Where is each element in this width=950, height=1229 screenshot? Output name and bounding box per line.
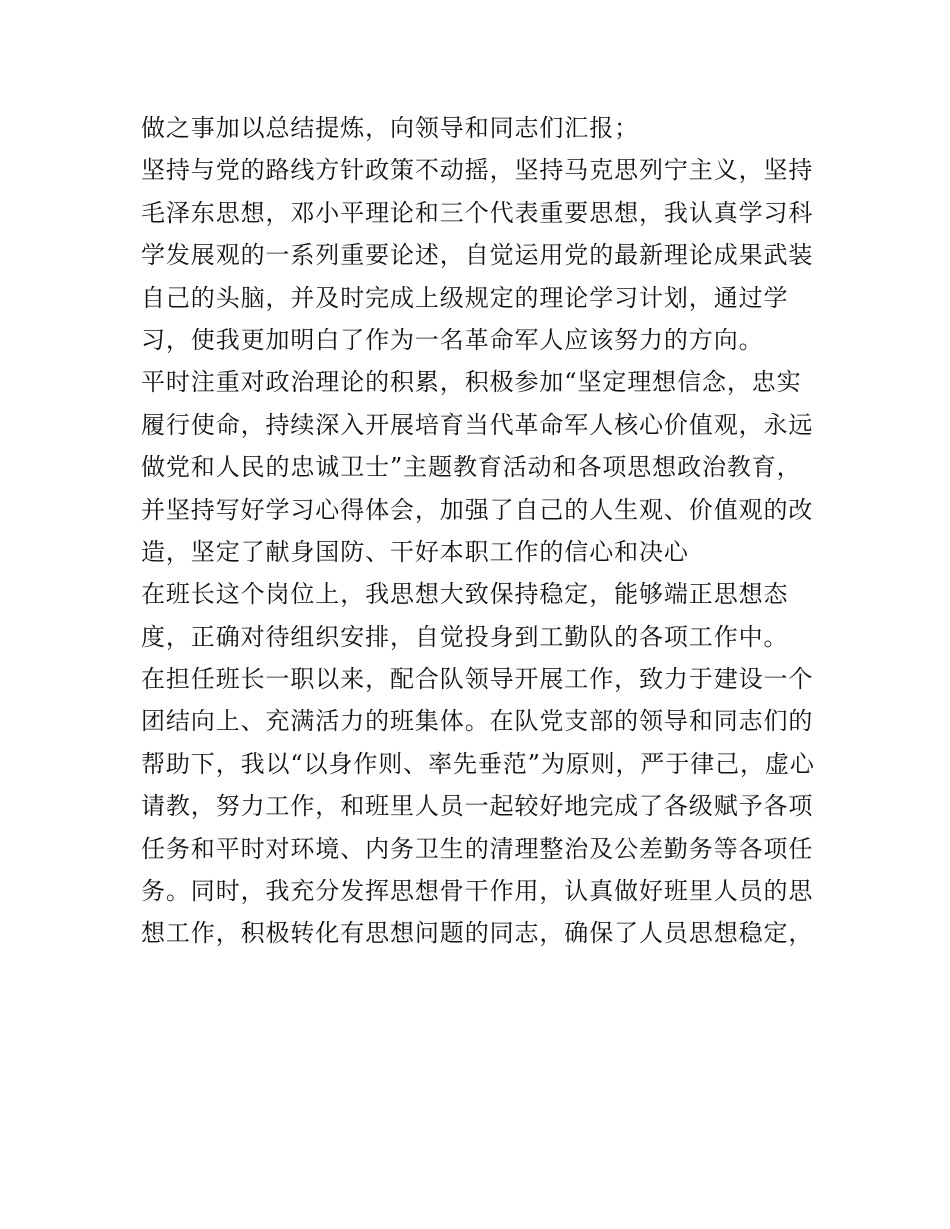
text-line: 任务和平时对环境、内务卫生的清理整治及公差勤务等各项任 <box>141 834 814 863</box>
text-line: 学发展观的一系列重要论述，自觉运用党的最新理论成果武装 <box>141 241 814 270</box>
text-line: 履行使命，持续深入开展培育当代革命军人核心价值观，永远 <box>141 410 814 439</box>
text-line: 做党和人民的忠诚卫士”主题教育活动和各项思想政治教育， <box>141 453 802 482</box>
text-line: 帮助下，我以“以身作则、率先垂范”为原则，严于律己，虚心 <box>141 749 815 778</box>
text-line: 坚持与党的路线方针政策不动摇，坚持马克思列宁主义，坚持 <box>141 156 814 185</box>
text-line: 想工作，积极转化有思想问题的同志，确保了人员思想稳定， <box>141 919 814 948</box>
text-line: 自己的头脑，并及时完成上级规定的理论学习计划，通过学 <box>141 283 789 312</box>
body-text <box>141 107 821 955</box>
text-line: 毛泽东思想，邓小平理论和三个代表重要思想，我认真学习科 <box>141 198 814 227</box>
text-line: 务。同时，我充分发挥思想骨干作用，认真做好班里人员的思 <box>141 877 814 906</box>
text-line: 造，坚定了献身国防、干好本职工作的信心和决心 <box>141 537 689 566</box>
text-line: 习，使我更加明白了作为一名革命军人应该努力的方向。 <box>141 325 764 354</box>
text-line: 平时注重对政治理论的积累，积极参加“坚定理想信念，忠实 <box>141 368 802 397</box>
text-line: 在班长这个岗位上，我思想大致保持稳定，能够端正思想态 <box>141 580 789 609</box>
text-line: 度，正确对待组织安排，自觉投身到工勤队的各项工作中。 <box>141 622 789 651</box>
text-line: 在担任班长一职以来，配合队领导开展工作，致力于建设一个 <box>141 665 814 694</box>
text-line: 团结向上、充满活力的班集体。在队党支部的领导和同志们的 <box>141 707 814 736</box>
text-line: 并坚持写好学习心得体会，加强了自己的人生观、价值观的改 <box>141 495 814 524</box>
text-line: 请教，努力工作，和班里人员一起较好地完成了各级赋予各项 <box>141 792 814 821</box>
text-line: 做之事加以总结提炼，向领导和同志们汇报； <box>141 114 639 142</box>
